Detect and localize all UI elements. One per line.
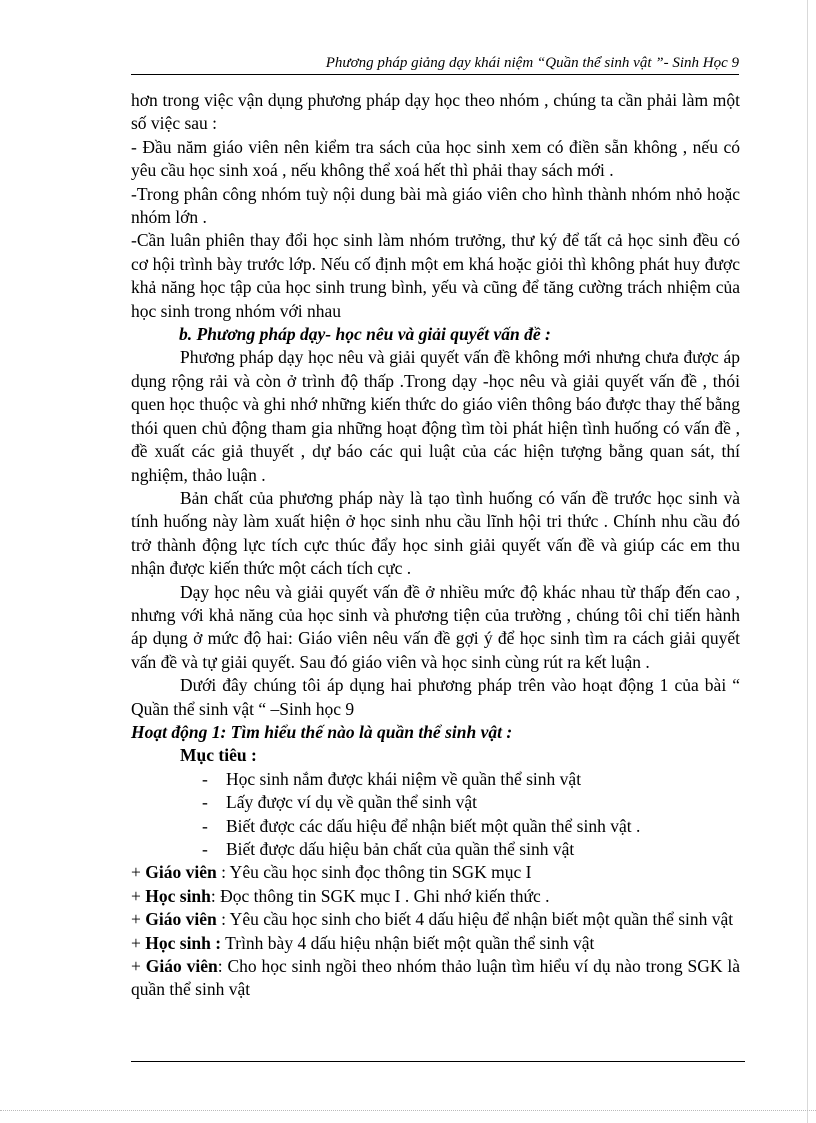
step-role: Giáo viên — [145, 956, 218, 977]
step-role: Học sinh — [145, 885, 211, 906]
paragraph-intro: hơn trong việc vận dụng phương pháp dạy học theo nhóm , chúng ta cần phải làm một số việc sau : — [131, 90, 740, 134]
step-teacher-group-discussion — [131, 955, 740, 1002]
header-rule — [131, 74, 739, 75]
paragraph-method-levels: Dạy học nêu và giải quyết vấn đề ở nhiều mức độ khác nhau từ thấp đến cao , nhưng với khả năng của học sinh và phương tiện của trường , chúng tôi chỉ tiến hành áp dụng ở mức độ hai: Giáo viên nêu vấn đề gợi ý để học sinh tìm ra cách giải quyết vấn đề và tự giải quyết. Sau đó giáo viên và học sinh cùng rút ra kết luận . — [131, 581, 740, 672]
step-role: Giáo viên — [145, 909, 217, 930]
dash-bullet: - — [202, 768, 208, 789]
label-objectives: Mục tiêu : — [180, 745, 257, 766]
objective-text: Học sinh nắm được khái niệm về quần thể sinh vật — [226, 768, 582, 789]
objective-item — [131, 838, 740, 861]
step-role: Học sinh : — [145, 932, 222, 953]
paragraph-method-description: Phương pháp dạy học nêu và giải quyết vấn đề không mới nhưng chưa được áp dụng rộng rải và còn ở trình độ thấp .Trong dạy -học nêu và giải quyết vấn đề , thói quen học thuộc và ghi nhớ những kiến thức do giáo viên thông báo được thay thế bằng thói quen chủ động tham gia những hoạt động tìm tòi phát hiện tình huống có vấn đề , đề xuất các giả thuyết , dự báo các qui luật của các hiện tượng bằng quan sát, thí nghiệm, thảo luận . — [131, 347, 740, 485]
paragraph-check-books: - Đầu năm giáo viên nên kiểm tra sách của học sinh xem có điền sẵn không , nếu có yêu cầu học sinh xoá , nếu không thể xoá hết thì phải thay sách mới . — [131, 136, 740, 181]
step-text: : Cho học sinh ngồi theo nhóm thảo luận tìm hiểu ví dụ nào trong SGK là quần thể sinh vật — [131, 956, 740, 1000]
step-prefix: + — [131, 932, 146, 953]
step-student-read — [131, 885, 740, 908]
step-prefix: + — [131, 956, 146, 977]
objective-item — [131, 768, 740, 791]
step-teacher-read — [131, 861, 740, 884]
step-role: Giáo viên — [145, 862, 217, 883]
dash-bullet: - — [202, 815, 208, 836]
document-body — [131, 89, 740, 1002]
objective-text: Lấy được ví dụ về quần thể sinh vật — [226, 792, 478, 813]
paragraph-application: Dưới đây chúng tôi áp dụng hai phương pháp trên vào hoạt động 1 của bài “ Quần thể sinh vật “ –Sinh học 9 — [131, 675, 740, 719]
step-text: : Yêu cầu học sinh cho biết 4 dấu hiệu để nhận biết một quần thể sinh vật — [216, 909, 734, 930]
step-teacher-ask-signs — [131, 908, 740, 931]
step-prefix: + — [131, 885, 146, 906]
paragraph-method-essence: Bản chất của phương pháp này là tạo tình huống có vấn đề trước học sinh và tính huống này làm xuất hiện ở học sinh nhu cầu lĩnh hội tri thức . Chính nhu cầu đó trở thành động lực tích cực thúc đẩy học sinh giải quyết vấn đề và giúp các em thu nhận được kiến thức một cách tích cực . — [131, 487, 740, 579]
step-prefix: + — [131, 909, 146, 930]
step-text: : Đọc thông tin SGK mục I . Ghi nhớ kiến thức . — [210, 885, 550, 906]
paragraph-group-assignment: -Trong phân công nhóm tuỳ nội dung bài mà giáo viên cho hình thành nhóm nhỏ hoặc nhóm lớn . — [131, 183, 740, 228]
footer-rule — [131, 1061, 745, 1062]
step-prefix: + — [131, 862, 146, 883]
dash-bullet: - — [202, 792, 208, 813]
page-edge-bottom — [0, 1110, 816, 1111]
running-header: Phương pháp giảng dạy khái niệm “Quần thể sinh vật ”- Sinh Học 9 — [325, 55, 739, 71]
objective-item — [131, 791, 740, 814]
step-student-present — [131, 932, 740, 955]
paragraph-rotate-leaders: -Cần luân phiên thay đổi học sinh làm nhóm trưởng, thư ký để tất cả học sinh đều có cơ hội trình bày trước lớp. Nếu cố định một em khá hoặc giỏi thì không phát huy được khả năng học tập của học sinh trung bình, yếu và cũng để tăng cường trách nhiệm của học sinh trong nhóm với nhau — [131, 230, 740, 321]
objectives-list — [131, 768, 740, 862]
subheading-problem-solving: b. Phương pháp dạy- học nêu và giải quyết vấn đề : — [179, 324, 551, 345]
page-edge-right — [807, 0, 808, 1123]
objective-text: Biết được dấu hiệu bản chất của quần thể sinh vật — [226, 839, 575, 859]
step-text: : Yêu cầu học sinh đọc thông tin SGK mục I — [216, 862, 532, 883]
objective-item — [131, 815, 740, 838]
step-text: Trình bày 4 dấu hiệu nhận biết một quần thể sinh vật — [221, 932, 595, 953]
dash-bullet: - — [202, 839, 208, 859]
heading-activity-1: Hoạt động 1: Tìm hiểu thế nào là quần thể sinh vật : — [131, 721, 513, 742]
objective-text: Biết được các dấu hiệu để nhận biết một quần thể sinh vật . — [226, 815, 641, 836]
